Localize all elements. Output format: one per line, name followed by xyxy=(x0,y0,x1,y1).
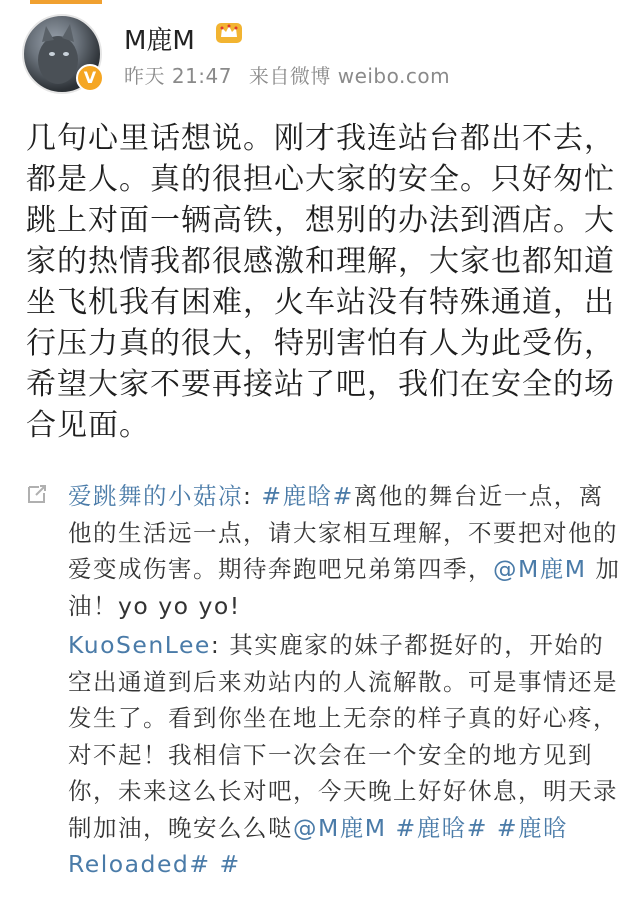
comment-hashtag[interactable]: #鹿晗# xyxy=(261,482,354,510)
post-text: 几句心里话想说。刚才我连站台都出不去，都是人。真的很担心大家的安全。只好匆忙跳上对面一辆高铁，想别的办法到酒店。大家的热情我都很感激和理解，大家也都知道坐飞机我有困难，火车站没有特殊通道，出行压力真的很大，特别害怕有人为此受伤，希望大家不要再接站了吧，我们在安全的场合见面。 xyxy=(26,121,615,443)
username[interactable]: M鹿M xyxy=(124,26,195,56)
post-time: 昨天 21:47 xyxy=(124,64,232,88)
comment-item xyxy=(68,627,628,883)
comment-user[interactable]: KuoSenLee xyxy=(68,631,211,659)
comment-separator: : xyxy=(243,482,262,510)
comment-user[interactable]: 爱跳舞的小菇凉 xyxy=(68,482,243,510)
top-accent-bar xyxy=(30,0,102,4)
crown-badge-icon[interactable] xyxy=(214,17,244,47)
comment-text: 离他的舞台近一点，离他的生活远一点，请大家相互理解，不要把对他的爱变成伤害。期待奔跑吧兄弟第四季， xyxy=(68,482,618,583)
comment-hashtag[interactable]: #鹿晗# xyxy=(386,813,488,842)
comment-hashtag[interactable]: # xyxy=(210,850,241,878)
comment-separator: : xyxy=(210,631,230,659)
repost-icon[interactable] xyxy=(26,483,48,505)
comment-text: 其实鹿家的妹子都挺好的，开始的空出通道到后来劝站内的人流解散。可是事情还是发生了。看到你坐在地上无奈的样子真的好心疼，对不起！我相信下一次会在一个安全的地方见到你，未来这么长对吧，今天晚上好好休息，明天录制加油，晚安么么哒 xyxy=(68,631,618,842)
comment-mention[interactable]: @M鹿M xyxy=(493,555,587,583)
verified-icon: V xyxy=(76,64,104,92)
post-meta xyxy=(124,60,460,89)
avatar[interactable] xyxy=(22,14,102,94)
comment-text-end: 加油！yo yo yo! xyxy=(68,555,621,620)
comment-hashtag[interactable]: #鹿晗Reloaded# xyxy=(68,813,569,878)
comment-item xyxy=(68,478,628,624)
comment-list xyxy=(68,478,628,886)
comment-mention[interactable]: @M鹿M xyxy=(293,813,387,842)
post-source[interactable]: 来自微博 weibo.com xyxy=(248,64,451,88)
